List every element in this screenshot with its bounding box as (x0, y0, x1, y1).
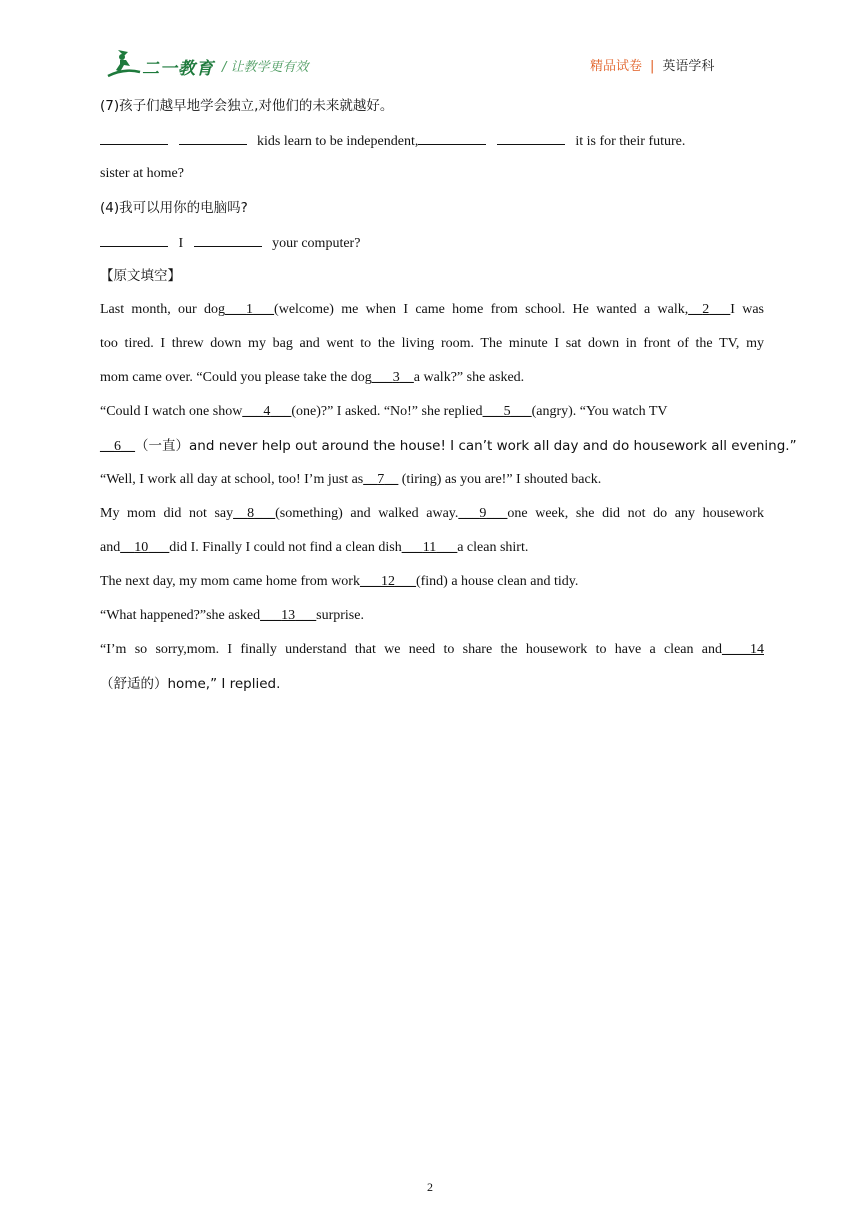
section-title: 【原文填空】 (100, 268, 181, 284)
header-right (590, 55, 714, 74)
blank-8[interactable]: __8___ (233, 506, 276, 521)
passage-text: “Well, I work all day at school, too! I’m just as (100, 472, 364, 487)
passage-text: The next day, my mom came home from work (100, 574, 360, 589)
blank-9[interactable]: ___9___ (458, 506, 508, 521)
passage-text: did I. Finally I could not find a clean dish (169, 540, 402, 555)
page-header (0, 0, 860, 90)
question-7-answer-line (100, 130, 685, 152)
passage-text: Last month, our dog (100, 302, 226, 317)
header-subject: 英语学科 (662, 59, 715, 74)
blank-3[interactable]: ___3__ (371, 370, 414, 385)
passage-line-12 (100, 674, 280, 695)
passage-text: (welcome) me when I came home from school. He wanted a walk, (274, 302, 689, 317)
blank-11[interactable]: ___11___ (401, 540, 458, 555)
blank-5[interactable]: ___5___ (482, 404, 532, 419)
slogan: / 让教学更有效 (222, 60, 309, 75)
blank-7[interactable]: __7__ (363, 472, 399, 487)
passage-text: mom came over. “Could you please take the dog (100, 370, 372, 385)
passage-text: a walk?” she asked. (413, 370, 525, 385)
answer-blank[interactable] (418, 130, 486, 145)
passage-text: and (100, 540, 121, 555)
answer-blank[interactable] (100, 130, 168, 145)
passage-text: (find) a house clean and tidy. (415, 574, 579, 589)
question-4-prompt: (4)我可以用你的电脑吗? (100, 200, 248, 216)
blank-13[interactable]: ___13___ (260, 608, 317, 623)
header-separator: | (650, 59, 655, 74)
passage-text: (tiring) as you are!” I shouted back. (398, 472, 602, 487)
blank-1[interactable]: ___1___ (225, 302, 275, 317)
passage-text: (one)?” I asked. “No!” she replied (291, 404, 483, 419)
blank-14[interactable]: ____14 (722, 642, 764, 657)
passage-line-3 (100, 368, 524, 388)
passage-line-7 (100, 504, 764, 524)
passage-line-10 (100, 606, 364, 626)
passage-text: “I’m so sorry,mom. I finally understand that we need to share the housework to have a clean and (100, 642, 722, 657)
passage-text: My mom did not say (100, 506, 234, 521)
blank-4[interactable]: ___4___ (242, 404, 292, 419)
passage-line-4 (100, 402, 668, 422)
passage-text: (something) and walked away. (275, 506, 459, 521)
passage-text: “What happened?”she asked (100, 608, 261, 623)
answer-blank[interactable] (194, 232, 262, 247)
passage-line-6 (100, 470, 601, 490)
stray-line: sister at home? (100, 166, 184, 181)
answer-blank[interactable] (497, 130, 565, 145)
blank-6[interactable]: __6__ (100, 439, 135, 454)
passage-line-11 (100, 640, 764, 660)
runner-icon (104, 48, 144, 80)
question-4-text: your computer? (272, 236, 361, 251)
question-7-text-b: it is for their future. (575, 134, 686, 149)
logo-text: 二一教育 (142, 59, 214, 79)
passage-text: （一直）and never help out around the house! I can’t work all day and do housework all evening.” (135, 438, 797, 454)
question-4-i: I (178, 236, 184, 251)
answer-blank[interactable] (100, 232, 168, 247)
passage-text: （舒适的）home,” I replied. (100, 676, 281, 692)
logo (104, 48, 214, 80)
passage-text: “Could I watch one show (100, 404, 243, 419)
passage-line-2: too tired. I threw down my bag and went to the living room. The minute I sat down in front of the TV, my (100, 336, 764, 351)
passage-text: one week, she did not do any housework (507, 506, 765, 521)
question-4-answer-line (100, 232, 360, 254)
page-number: 2 (427, 1180, 433, 1194)
passage-text: a clean shirt. (457, 540, 529, 555)
passage-line-9 (100, 572, 578, 592)
question-7-text-a: kids learn to be independent, (257, 134, 419, 149)
blank-2[interactable]: __2___ (688, 302, 731, 317)
passage-line-1 (100, 300, 764, 320)
blank-10[interactable]: __10___ (120, 540, 170, 555)
answer-blank[interactable] (179, 130, 247, 145)
blank-12[interactable]: ___12___ (359, 574, 416, 589)
passage-line-5 (100, 436, 797, 457)
passage-text: I was (730, 302, 765, 317)
question-7-prompt: (7)孩子们越早地学会独立,对他们的未来就越好。 (100, 98, 394, 114)
passage-text: (angry). “You watch TV (531, 404, 668, 419)
passage-text: surprise. (316, 608, 364, 623)
header-label: 精品试卷 (590, 59, 643, 74)
passage-line-8 (100, 538, 528, 558)
